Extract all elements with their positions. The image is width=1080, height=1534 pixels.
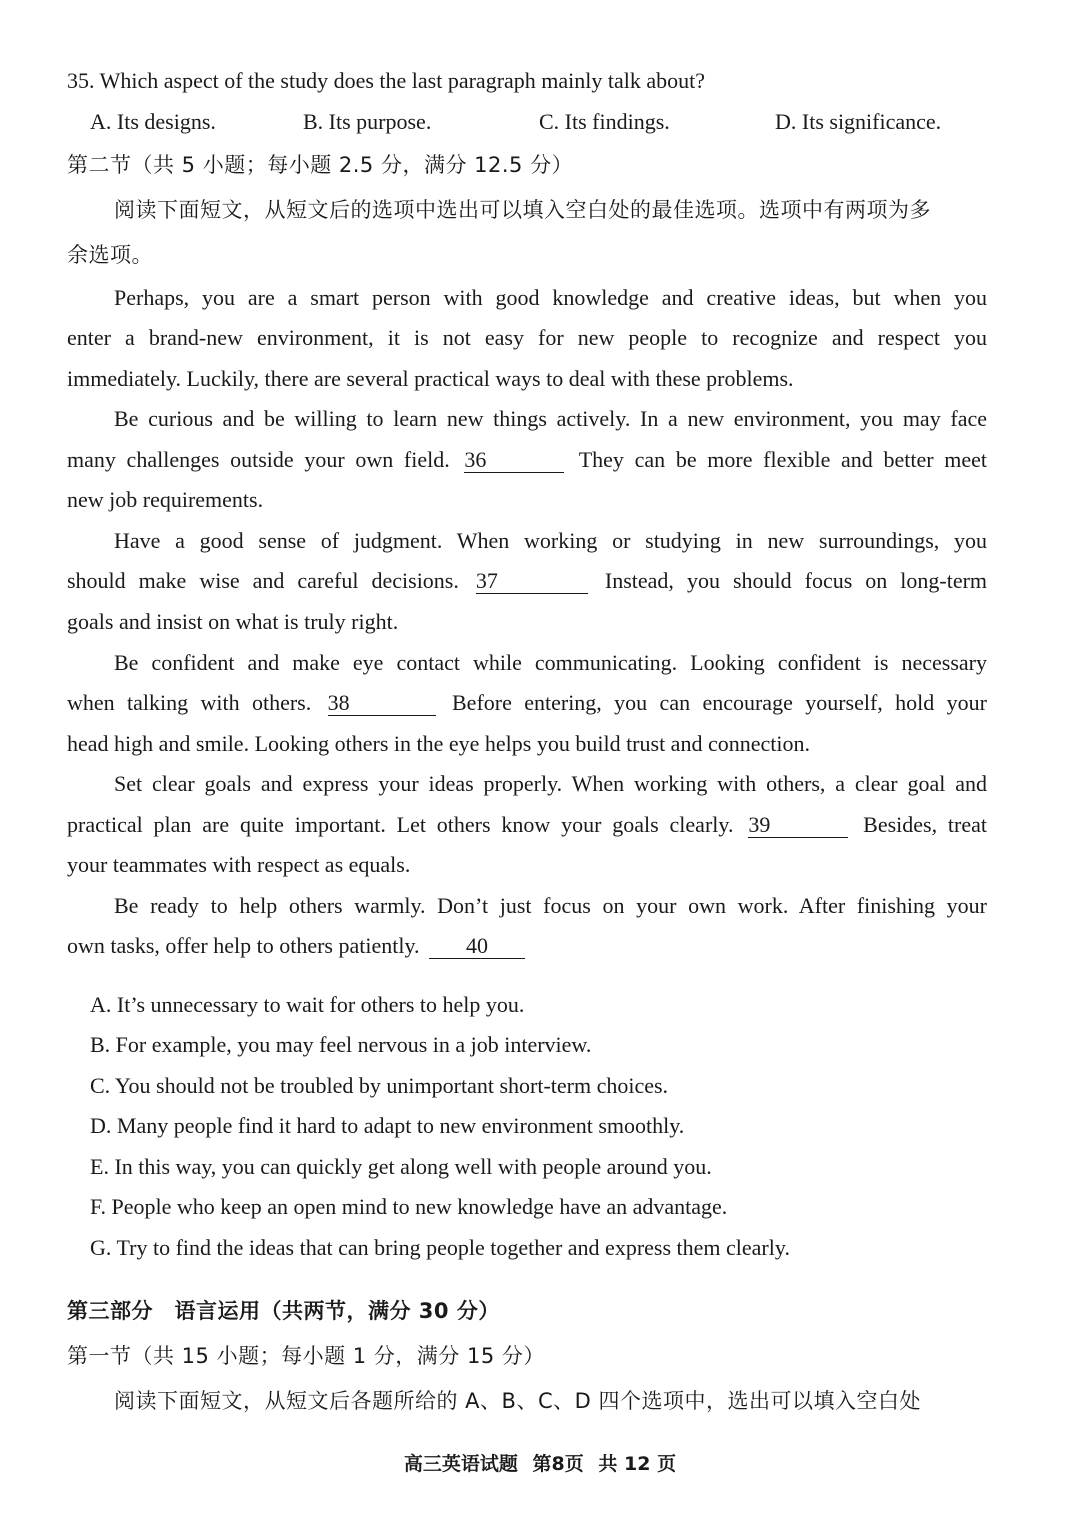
passage-p4-line2-text-a: when talking with others. [67,690,312,715]
blank-36: 36 [464,448,564,473]
passage-p4-line3: head high and smile. Looking others in the eye helps you build trust and connection. [67,731,810,756]
passage-p4-line2 [67,688,987,718]
option-d: D. Many people find it hard to adapt to new environment smoothly. [90,1113,685,1138]
blank-40: 40 [429,934,525,959]
passage-p5-line2-text-a: practical plan are quite important. Let others know your goals clearly. [67,812,734,837]
section2-instruction-line1: 阅读下面短文，从短文后的选项中选出可以填入空白处的最佳选项。选项中有两项为多 [114,198,931,222]
blank-38: 38 [328,691,436,716]
q35-option-a: A. Its designs. [90,109,216,134]
passage-p4-line1: Be confident and make eye contact while communicating. Looking confident is necessary [114,650,987,675]
footer-page-number: 第8页 [532,1453,584,1475]
part3-title: 第三部分 语言运用（共两节，满分 30 分） [67,1299,500,1323]
passage-p4-line2-text-b: Before entering, you can encourage yourself, hold your [452,690,987,715]
passage-p3-line1: Have a good sense of judgment. When working or studying in new surroundings, you [114,528,987,553]
passage-p5-line2-text-b: Besides, treat [863,812,988,837]
page-footer [0,1450,1080,1478]
passage-p2-line2-text-b: They can be more flexible and better meet [578,447,987,472]
passage-p6-line2-text-a: own tasks, offer help to others patiently. [67,933,420,958]
part3-instruction: 阅读下面短文，从短文后各题所给的 A、B、C、D 四个选项中，选出可以填入空白处 [114,1389,921,1413]
q35-option-d: D. Its significance. [775,109,942,134]
passage-p3-line2-text-b: Instead, you should focus on long-term [604,568,988,593]
part3-section1-title: 第一节（共 15 小题；每小题 1 分，满分 15 分） [67,1344,545,1368]
passage-p2-line2-text-a: many challenges outside your own field. [67,447,450,472]
passage-p3-line2-text-a: should make wise and careful decisions. [67,568,459,593]
option-b: B. For example, you may feel nervous in a job interview. [90,1032,592,1057]
footer-exam-title: 高三英语试题 [403,1453,518,1475]
section2-instruction-line2: 余选项。 [67,243,153,267]
option-g: G. Try to find the ideas that can bring people together and express them clearly. [90,1235,790,1260]
passage-p1-line3: immediately. Luckily, there are several practical ways to deal with these problems. [67,366,794,391]
option-e: E. In this way, you can quickly get along well with people around you. [90,1154,712,1179]
passage-p2-line3: new job requirements. [67,487,264,512]
passage-p2-line2 [67,445,987,475]
option-f: F. People who keep an open mind to new knowledge have an advantage. [90,1194,728,1219]
option-c: C. You should not be troubled by unimportant short-term choices. [90,1073,669,1098]
option-a: A. It’s unnecessary to wait for others to help you. [90,992,525,1017]
q35-stem: 35. Which aspect of the study does the last paragraph mainly talk about? [67,68,706,93]
q35-option-c: C. Its findings. [539,109,670,134]
passage-p1-line2: enter a brand-new environment, it is not easy for new people to recognize and respect you [67,325,987,350]
passage-p2-line1: Be curious and be willing to learn new things actively. In a new environment, you may face [114,406,987,431]
section2-title: 第二节（共 5 小题；每小题 2.5 分，满分 12.5 分） [67,153,574,177]
footer-total-pages: 共 12 页 [598,1453,677,1475]
passage-p6-line2 [67,931,987,961]
passage-p5-line2 [67,810,987,840]
blank-39: 39 [748,813,848,838]
q35-option-b: B. Its purpose. [303,109,432,134]
passage-p6-line1: Be ready to help others warmly. Don’t just focus on your own work. After finishing your [114,893,987,918]
blank-37: 37 [476,569,588,594]
passage-p3-line3: goals and insist on what is truly right. [67,609,399,634]
passage-p5-line1: Set clear goals and express your ideas properly. When working with others, a clear goal and [114,771,987,796]
passage-p1-line1: Perhaps, you are a smart person with good knowledge and creative ideas, but when you [114,285,987,310]
passage-p3-line2 [67,566,987,596]
passage-p5-line3: your teammates with respect as equals. [67,852,411,877]
